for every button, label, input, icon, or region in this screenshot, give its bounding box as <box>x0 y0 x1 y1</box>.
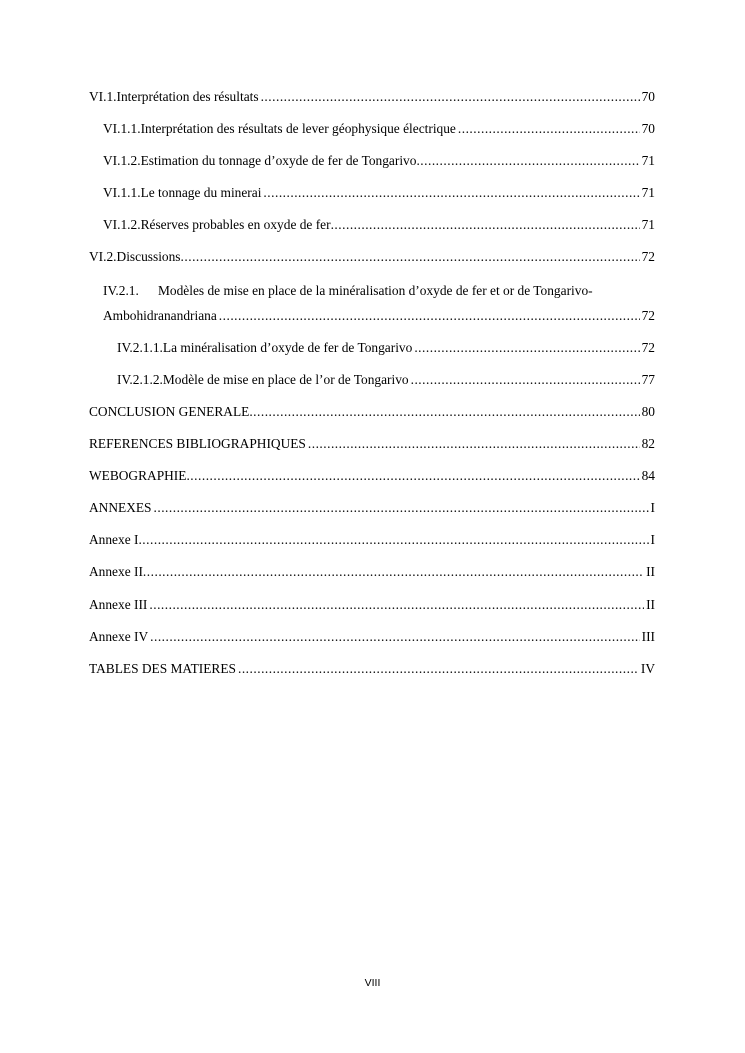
toc-entry-title: Modèle de mise en place de l’or de Tongarivo <box>162 372 409 387</box>
toc-entry-title-continued: Ambohidranandriana <box>103 308 217 323</box>
toc-entry-page: 70 <box>641 121 655 136</box>
toc-entry-page: II <box>646 597 655 612</box>
toc-entry-page: I <box>650 500 655 515</box>
toc-entry-title: Annexe IV <box>89 629 149 644</box>
toc-entry-vi-2[interactable] <box>89 249 655 265</box>
toc-leader-dots <box>263 185 639 201</box>
toc-entry-title: Interprétation des résultats de lever géophysique électrique <box>140 121 456 136</box>
toc-entry-iv-2-1-line2[interactable] <box>103 308 655 324</box>
toc-leader-dots <box>458 121 640 137</box>
toc-entry-iv-2-1-2[interactable] <box>117 372 655 388</box>
toc-entry-page: 72 <box>641 249 655 264</box>
toc-entry-number: VI.1.2. <box>103 217 141 232</box>
toc-entry-title: Interprétation des résultats <box>116 89 259 104</box>
toc-entry-number: VI.1.1. <box>103 185 141 200</box>
toc-entry-title: Réserves probables en oxyde de fer <box>140 217 331 232</box>
toc-entry-references[interactable] <box>89 436 655 452</box>
toc-entry-title: Le tonnage du minerai <box>140 185 262 200</box>
toc-entry-number: VI.2. <box>89 249 117 264</box>
toc-leader-dots <box>414 340 639 356</box>
page-number: VIII <box>364 977 381 989</box>
toc-entry-page: 72 <box>641 308 655 323</box>
toc-entry-webographie[interactable] <box>89 468 655 484</box>
toc-entry-page: 72 <box>641 340 655 355</box>
toc-entry-iv-2-1-line1[interactable] <box>103 283 593 299</box>
toc-entry-annexe-iv[interactable] <box>89 629 655 645</box>
toc-entry-title: REFERENCES BIBLIOGRAPHIQUES <box>89 436 306 451</box>
toc-entry-vi-1-1-tonnage[interactable] <box>103 185 655 201</box>
toc-entry-title: La minéralisation d’oxyde de fer de Tongarivo <box>162 340 413 355</box>
toc-entry-number: VI.1.2. <box>103 153 141 168</box>
toc-entry-conclusion[interactable] <box>89 404 655 420</box>
toc-leader-dots <box>150 629 639 645</box>
toc-entry-number: IV.2.1.2. <box>117 372 163 387</box>
toc-leader-dots <box>308 436 640 452</box>
toc-entry-number: IV.2.1.1. <box>117 340 163 355</box>
toc-leader-dots <box>149 597 644 613</box>
toc-entry-vi-1-2-reserves[interactable] <box>103 217 655 233</box>
toc-entry-page: I <box>650 532 655 547</box>
toc-leader-dots <box>331 217 640 233</box>
toc-leader-dots <box>219 308 640 324</box>
toc-entry-title: Annexe III <box>89 597 148 612</box>
toc-entry-vi-1-2[interactable] <box>103 153 655 169</box>
toc-entry-page: 71 <box>641 153 655 168</box>
toc-entry-page: 71 <box>641 185 655 200</box>
toc-entry-page: II <box>646 564 655 579</box>
toc-entry-title: Annexe I <box>89 532 139 547</box>
toc-leader-dots <box>138 532 648 548</box>
toc-leader-dots <box>181 249 640 265</box>
toc-entry-title: ANNEXES <box>89 500 152 515</box>
toc-entry-vi-1[interactable] <box>89 89 655 105</box>
toc-entry-number: VI.1. <box>89 89 117 104</box>
toc-entry-annexe-iii[interactable] <box>89 597 655 613</box>
toc-entry-page: 70 <box>641 89 655 104</box>
toc-entry-page: IV <box>640 661 655 676</box>
toc-entry-title: TABLES DES MATIERES <box>89 661 236 676</box>
toc-entry-iv-2-1-1[interactable] <box>117 340 655 356</box>
toc-entry-page: 84 <box>641 468 655 483</box>
toc-entry-annexe-i[interactable] <box>89 532 655 548</box>
toc-entry-page: 71 <box>641 217 655 232</box>
toc-leader-dots <box>416 153 639 169</box>
toc-entry-title: Discussions <box>116 249 181 264</box>
toc-leader-dots <box>261 89 640 105</box>
toc-entry-number: IV.2.1. <box>103 283 139 298</box>
toc-entry-vi-1-1[interactable] <box>103 121 655 137</box>
toc-entry-title: WEBOGRAPHIE <box>89 468 187 483</box>
toc-entry-number: VI.1.1. <box>103 121 141 136</box>
toc-entry-title: Modèles de mise en place de la minéralisation d’oxyde de fer et or de Tongarivo- <box>158 283 593 298</box>
toc-entry-title: Estimation du tonnage d’oxyde de fer de Tongarivo <box>140 153 417 168</box>
toc-entry-annexes[interactable] <box>89 500 655 516</box>
toc-entry-title: Annexe II <box>89 564 143 579</box>
toc-entry-page: 77 <box>641 372 655 387</box>
toc-leader-dots <box>154 500 649 516</box>
toc-entry-page: III <box>641 629 655 644</box>
toc-leader-dots <box>143 564 644 580</box>
toc-entry-page: 82 <box>641 436 655 451</box>
toc-leader-dots <box>249 404 639 420</box>
toc-leader-dots <box>186 468 639 484</box>
toc-entry-tables-des-matieres[interactable] <box>89 661 655 677</box>
toc-leader-dots <box>411 372 640 388</box>
toc-entry-title: CONCLUSION GENERALE <box>89 404 250 419</box>
toc-entry-annexe-ii[interactable] <box>89 564 655 580</box>
toc-entry-page: 80 <box>641 404 655 419</box>
toc-leader-dots <box>238 661 639 677</box>
